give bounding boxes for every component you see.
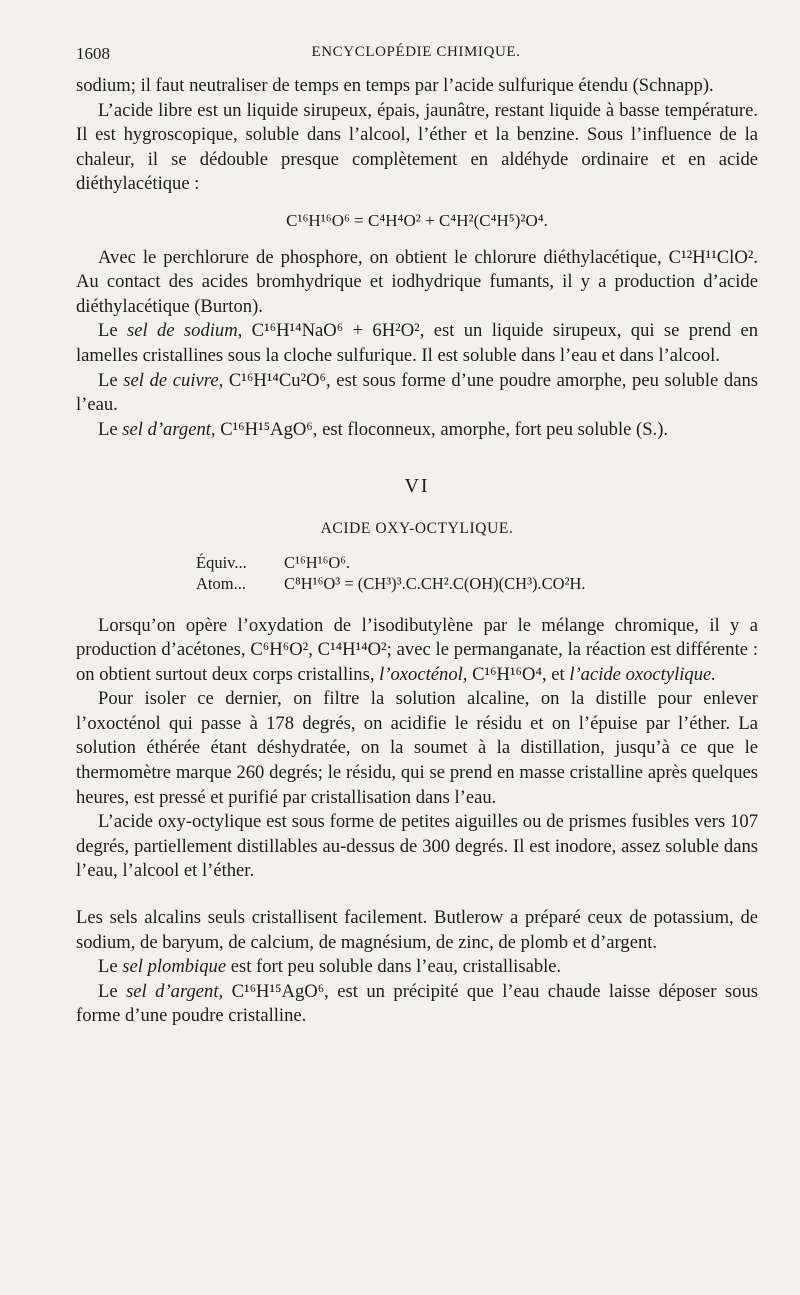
paragraph-silver-salt: Le sel d’argent, C¹⁶H¹⁵AgO⁶, est floconneux, amorphe, fort peu soluble (S.). <box>98 418 669 440</box>
page-number: 1608 <box>76 44 110 63</box>
term-sel-plombique: sel plombique <box>122 956 227 978</box>
term-sel-de-cuivre: sel de cuivre, <box>123 369 224 391</box>
paragraph-free-acid: L’acide libre est un liquide sirupeux, épais, jaunâtre, restant liquide à basse température. Il est hygroscopique, soluble dans l’alcool, l’éther et la benzine. Sous l’influence de la chaleur, il se dédouble presque complètement en aldéhyde ordinaire et en acide diéthylacétique : <box>76 99 758 195</box>
paragraph-alkaline-salts: Les sels alcalins seuls cristallisent facilement. Butlerow a préparé ceux de potassium, de sodium, de baryum, de calcium, de magnésium, de zinc, de plomb et d’argent. <box>76 907 758 953</box>
running-header <box>76 44 756 72</box>
paragraph-continuation: sodium; il faut neutraliser de temps en temps par l’acide sulfurique étendu (Schnapp). <box>76 75 714 96</box>
paragraph-oxidation: Lorsqu’on opère l’oxydation de l’isodibutylène par le mélange chromique, il y a production d’acétones, C⁶H⁶O², C¹⁴H¹⁴O²; avec le permanganate, la réaction est différente : on obtient surtout deux corps cristallins, l’oxocténol, C¹⁶H¹⁶O⁴, et l’acide oxoctylique. <box>76 614 758 685</box>
formula-equiv: Équiv... C¹⁶H¹⁶O⁶. <box>196 552 351 572</box>
paragraph-sodium-salt: Le sel de sodium, C¹⁶H¹⁴NaO⁶ + 6H²O², est un liquide sirupeux, qui se prend en lamelles cristallines sous la cloche sulfurique. Il est soluble dans l’eau et dans l’alcool. <box>76 320 758 366</box>
section-title: ACIDE OXY-OCTYLIQUE. <box>320 519 514 537</box>
equation-decomposition: C¹⁶H¹⁶O⁶ = C⁴H⁴O² + C⁴H²(C⁴H⁵)²O⁴. <box>286 210 548 230</box>
section-number: VI <box>404 475 430 498</box>
term-sel-d-argent-2: sel d’argent, <box>126 980 224 1002</box>
paragraph-isolation: Pour isoler ce dernier, on filtre la solution alcaline, on la distille pour enlever l’oxocténol qui passe à 178 degrés, on acidifie le résidu et on l’épuise par l’éther. La solution éthérée étant déshydratée, on la soumet à la distillation, jusqu’à ce que le thermomètre marque 260 degrés; le résidu, qui se prend en masse cristalline après quelques heures, est pressé et purifié par cristallisation dans l’eau. <box>76 688 758 808</box>
term-sel-d-argent: sel d’argent, <box>122 418 216 440</box>
term-oxoctenol: l’oxocténol, <box>379 663 468 685</box>
running-title: ENCYCLOPÉDIE CHIMIQUE. <box>311 44 521 60</box>
paragraph-copper-salt: Le sel de cuivre, C¹⁶H¹⁴Cu²O⁶, est sous forme d’une poudre amorphe, peu soluble dans l’eau. <box>76 369 758 416</box>
paragraph-properties: L’acide oxy-octylique est sous forme de petites aiguilles ou de prismes fusibles vers 107 degrés, partiellement distillables au-dessus de 300 degrés. Il est inodore, assez soluble dans l’eau, l’alcool et l’éther. <box>76 811 758 882</box>
term-acide-oxoctylique: l’acide oxoctylique. <box>569 663 716 685</box>
paragraph-silver-salt-2: Le sel d’argent, C¹⁶H¹⁵AgO⁶, est un précipité que l’eau chaude laisse déposer sous forme d’une poudre cristalline. <box>76 980 758 1027</box>
paragraph-lead-salt: Le sel plombique est fort peu soluble dans l’eau, cristallisable. <box>98 956 562 978</box>
formula-atom: Atom... C⁸H¹⁶O³ = (CH³)³.C.CH².C(OH)(CH³).CO²H. <box>196 573 586 593</box>
term-sel-de-sodium: sel de sodium, <box>126 320 243 342</box>
formula-block <box>76 552 758 594</box>
paragraph-perchloride: Avec le perchlorure de phosphore, on obtient le chlorure diéthylacétique, C¹²H¹¹ClO². Au contact des acides bromhydrique et iodhydrique fumants, il y a production d’acide diéthylacétique (Burton). <box>76 246 758 317</box>
page-body <box>76 74 758 1029</box>
